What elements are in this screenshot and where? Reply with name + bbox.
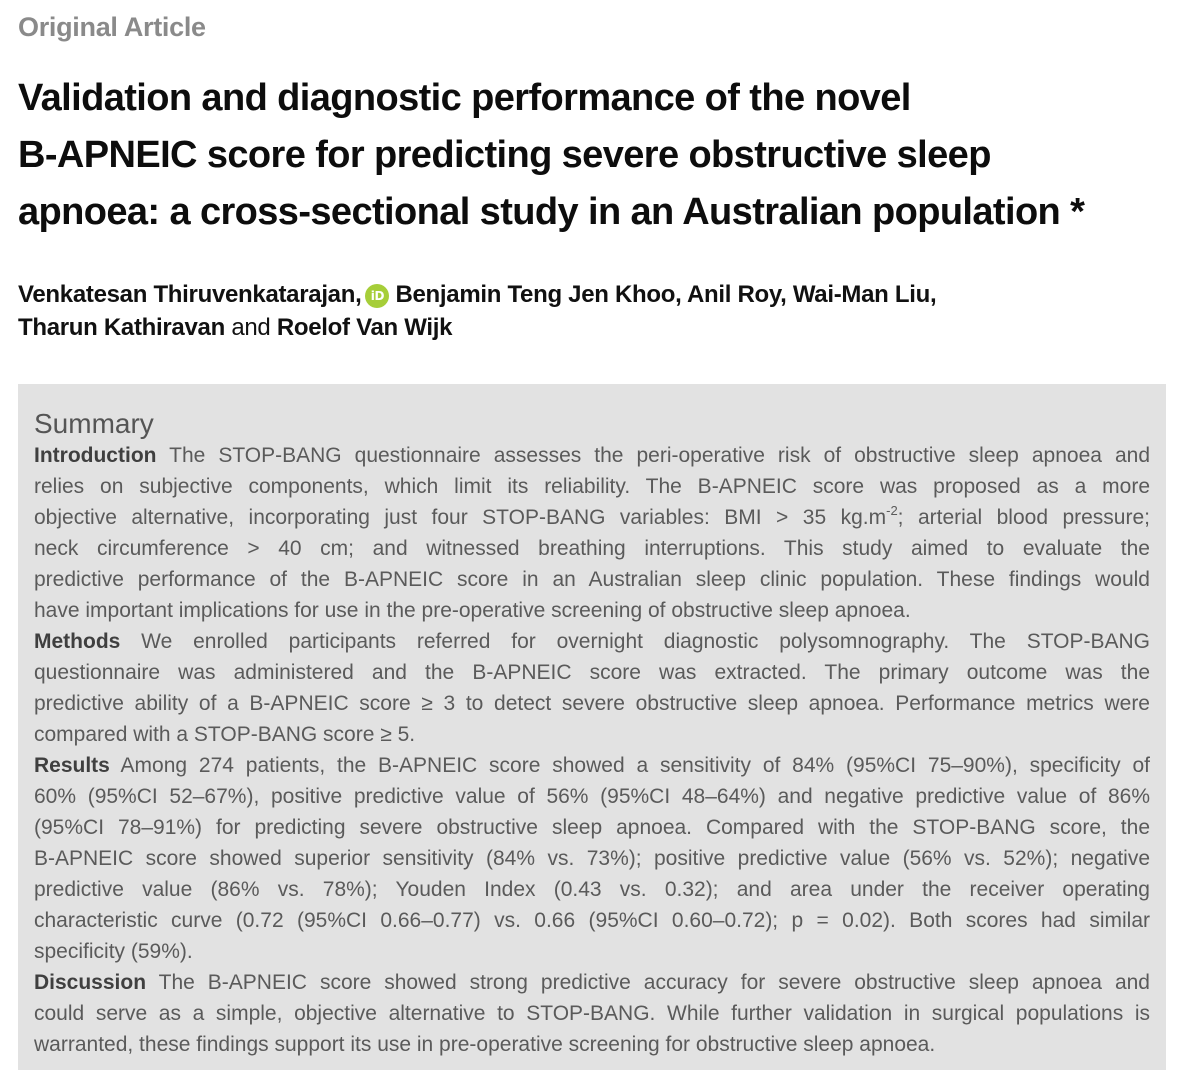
author-list	[18, 278, 1168, 344]
line-text: We enrolled participants referred for overnight diagnostic polysomnography. The STOP-BANG	[141, 630, 1150, 653]
line-text: objective alternative, incorporating just four STOP-BANG variables: BMI > 35 kg.m	[34, 506, 887, 529]
paragraph-line	[34, 502, 1150, 533]
paragraph-line	[34, 626, 1150, 657]
article-type-label: Original Article	[18, 12, 206, 42]
paragraph-line: predictive ability of a B-APNEIC score ≥ 3 to detect severe obstructive sleep apnoea. Performance metrics were	[34, 692, 1150, 715]
paragraph-line: predictive value (86% vs. 78%); Youden Index (0.43 vs. 0.32); and area under the receiver operating	[34, 878, 1150, 901]
author-conjunction: and	[231, 314, 271, 341]
methods-paragraph	[34, 626, 1150, 750]
paragraph-line: questionnaire was administered and the B-APNEIC score was extracted. The primary outcome was the	[34, 661, 1150, 684]
author-line	[18, 311, 1168, 344]
author-name[interactable]: Benjamin Teng Jen Khoo, Anil Roy, Wai-Man Liu,	[395, 281, 937, 308]
line-text: Among 274 patients, the B-APNEIC score showed a sensitivity of 84% (95%CI 75–90%), specificity of	[120, 754, 1150, 777]
summary-box	[18, 384, 1166, 1070]
author-name[interactable]: Venkatesan Thiruvenkatarajan,	[18, 281, 362, 308]
line-text: The B-APNEIC score showed strong predictive accuracy for severe obstructive sleep apnoea and	[158, 971, 1150, 994]
methods-label: Methods	[34, 630, 121, 653]
paragraph-line: could serve as a simple, objective alternative to STOP-BANG. While further validation in surgical populations is	[34, 1002, 1150, 1025]
paragraph-line: specificity (59%).	[34, 940, 193, 963]
paragraph-line: 60% (95%CI 52–67%), positive predictive value of 56% (95%CI 48–64%) and negative predictive value of 86%	[34, 785, 1150, 808]
paragraph-line: neck circumference > 40 cm; and witnessed breathing interruptions. This study aimed to evaluate the	[34, 537, 1150, 560]
author-line	[18, 278, 1168, 311]
paragraph-line: warranted, these findings support its use in pre-operative screening for obstructive sleep apnoea.	[34, 1033, 936, 1056]
paragraph-line: (95%CI 78–91%) for predicting severe obstructive sleep apnoea. Compared with the STOP-BANG score, the	[34, 816, 1150, 839]
paragraph-line: B-APNEIC score showed superior sensitivity (84% vs. 73%); positive predictive value (56% vs. 52%); negative	[34, 847, 1150, 870]
results-paragraph	[34, 750, 1150, 967]
discussion-label: Discussion	[34, 971, 147, 994]
paragraph-line	[34, 967, 1150, 998]
author-name[interactable]: Roelof Van Wijk	[276, 314, 453, 341]
author-name[interactable]: Tharun Kathiravan	[18, 314, 225, 341]
paragraph-line	[34, 750, 1150, 781]
title-line: Validation and diagnostic performance of the novel	[18, 77, 911, 119]
title-line: B-APNEIC score for predicting severe obstructive sleep	[18, 134, 991, 176]
orcid-icon[interactable]: iD	[365, 284, 389, 308]
paragraph-line: compared with a STOP-BANG score ≥ 5.	[34, 723, 416, 746]
introduction-label: Introduction	[34, 444, 157, 467]
line-text: The STOP-BANG questionnaire assesses the peri-operative risk of obstructive sleep apnoea and	[169, 444, 1150, 467]
article-title	[18, 70, 1178, 241]
discussion-paragraph	[34, 967, 1150, 1060]
title-line: apnoea: a cross-sectional study in an Australian population *	[18, 191, 1085, 233]
paragraph-line: relies on subjective components, which limit its reliability. The B-APNEIC score was proposed as a more	[34, 475, 1150, 498]
paragraph-line: predictive performance of the B-APNEIC score in an Australian sleep clinic population. These findings would	[34, 568, 1150, 591]
results-label: Results	[34, 754, 110, 777]
paragraph-line	[34, 440, 1150, 471]
superscript: -2	[886, 503, 898, 518]
introduction-paragraph	[34, 440, 1150, 626]
paragraph-line: characteristic curve (0.72 (95%CI 0.66–0.77) vs. 0.66 (95%CI 0.60–0.72); p = 0.02). Both scores had similar	[34, 909, 1150, 932]
summary-heading: Summary	[34, 408, 154, 439]
paragraph-line: have important implications for use in the pre-operative screening of obstructive sleep apnoea.	[34, 599, 911, 622]
line-text: ; arterial blood pressure;	[897, 506, 1150, 529]
